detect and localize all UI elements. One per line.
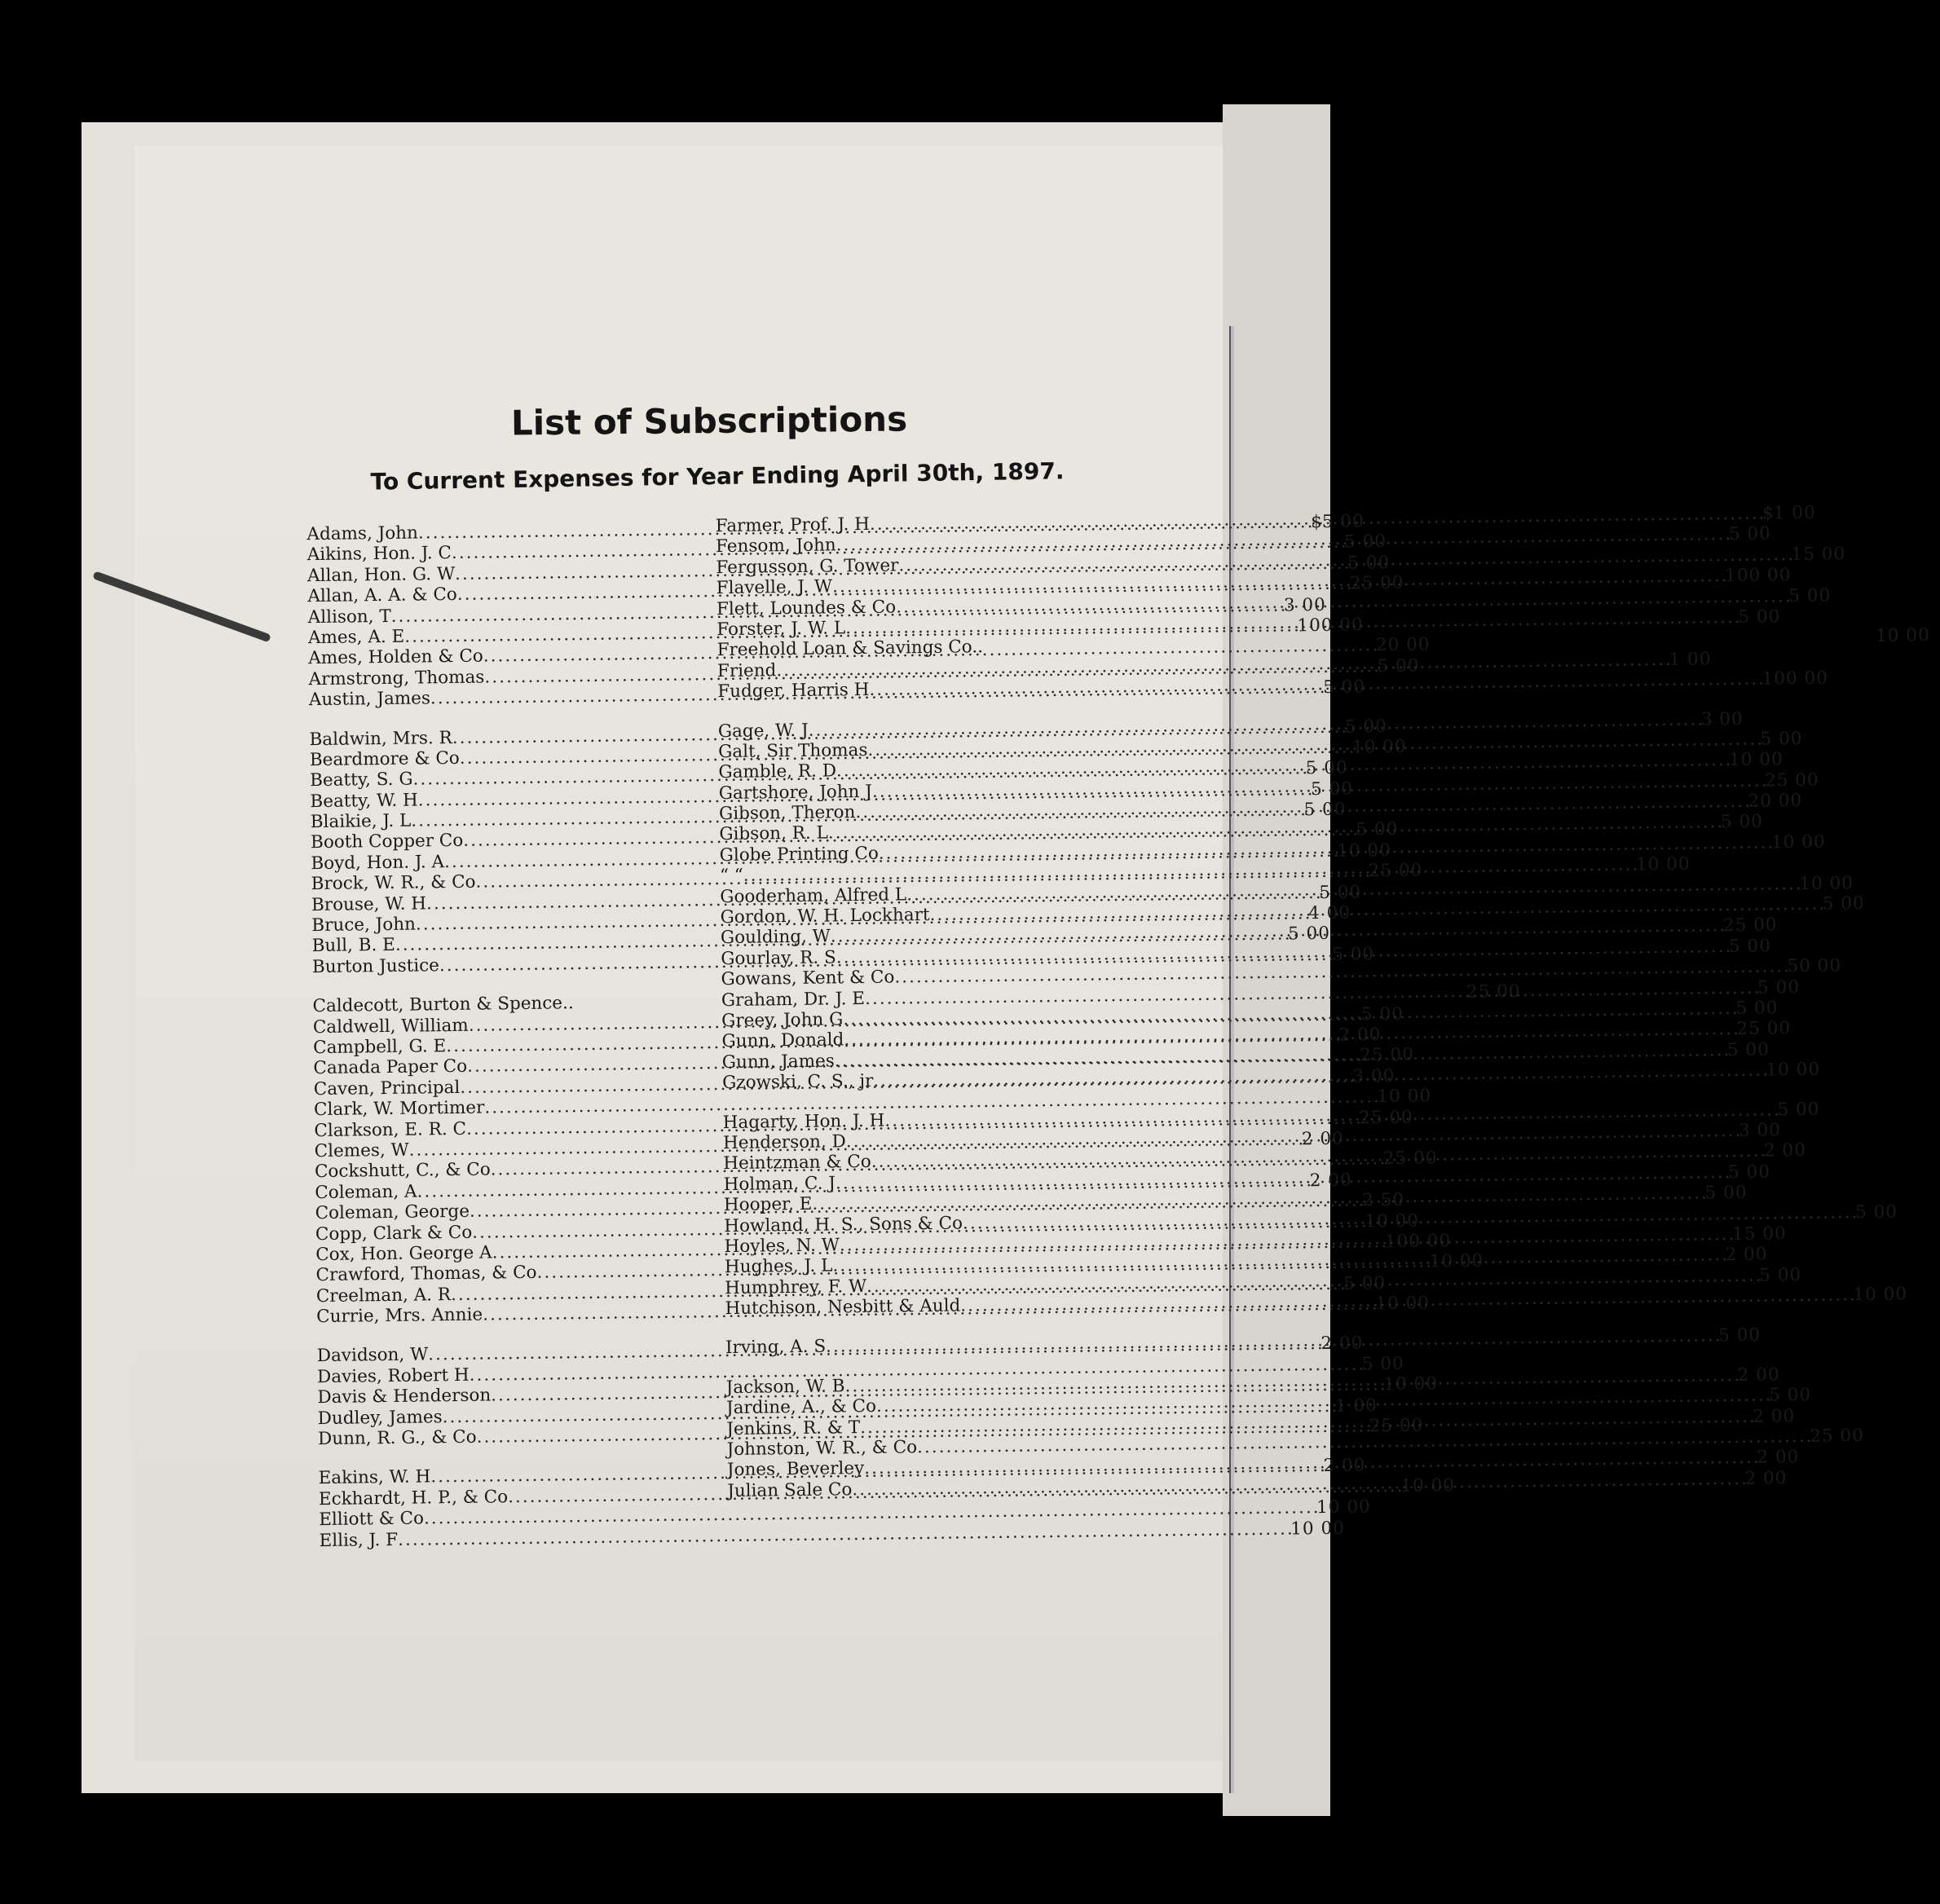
subscriber-name: Henderson, D: [722, 1131, 847, 1154]
subscriber-name: Allan, Hon. G. W: [306, 563, 456, 586]
subscription-amount: 1 00: [1334, 1395, 1378, 1417]
subscriber-name: Caldwell, William: [312, 1015, 469, 1038]
subscription-amount: 5 00: [1728, 523, 1771, 545]
subscription-amount: 10 00: [1375, 1293, 1431, 1315]
subscription-amount: 5 00: [1361, 1353, 1404, 1375]
subscriber-name: Jones, Beverley: [726, 1458, 865, 1481]
subscriber-name: Austin, James: [308, 688, 431, 711]
subscriber-name: Heintzman & Co: [723, 1152, 871, 1175]
subscription-amount: 10 00: [1729, 749, 1783, 771]
subscription-amount: 100 00: [1297, 615, 1364, 637]
subscriber-name: Irving, A. S: [725, 1337, 827, 1359]
subscriber-name: Cox, Hon. George A: [315, 1242, 492, 1265]
subscription-amount: 10 00: [1635, 853, 1691, 875]
subscriber-name: Beatty, S. G: [310, 769, 413, 791]
subscriber-name: Howland, H. S., Sons & Co: [724, 1213, 963, 1236]
subscription-amount: 25 00: [1349, 572, 1404, 594]
subscription-amount: 100 00: [1725, 565, 1792, 587]
subscriber-name: Crawford, Thomas, & Co: [315, 1263, 537, 1286]
subscriber-name: Allison, T: [307, 606, 391, 628]
subscriber-name: Currie, Mrs. Annie: [316, 1304, 483, 1328]
subscription-amount: 10 00: [1383, 1373, 1439, 1395]
subscription-amount: 10 00: [1799, 872, 1854, 894]
subscription-amount: 2 00: [1757, 1447, 1800, 1469]
subscription-amount: 5 00: [1343, 531, 1387, 553]
subscriber-name: Hooper, E: [723, 1193, 813, 1216]
subscriber-name: “ “: [719, 866, 744, 887]
subscriber-name: Caven, Principal: [313, 1077, 461, 1100]
subscriber-name: Beardmore & Co: [309, 747, 460, 771]
subscriber-name: Hoyles, N. W: [724, 1235, 840, 1257]
subscription-amount: 5 00: [1727, 1161, 1771, 1183]
subscription-amount: 25 00: [1736, 1018, 1792, 1040]
subscription-amount: 10 00: [1290, 1518, 1346, 1540]
subscription-amount: 5 00: [1377, 655, 1420, 677]
subscriber-name: Gordon, W. H. Lockhart: [720, 905, 930, 928]
subscriber-name: Gibson, R. L: [719, 822, 829, 845]
subscriber-name: Gartshore, John J: [718, 781, 873, 804]
subscriber-name: Campbell, G. E: [313, 1036, 447, 1059]
subscriber-name: Brouse, W. H: [311, 893, 427, 915]
subscriber-name: Cockshutt, C., & Co: [314, 1159, 491, 1183]
subscription-amount: 10 00: [1770, 831, 1826, 853]
subscriber-name: Farmer, Prof. J. H: [715, 513, 871, 537]
subscriber-name: Graham, Dr. J. E: [721, 988, 866, 1011]
subscription-amount: 10 00: [1429, 1250, 1484, 1272]
subscription-amount: 5 00: [1356, 819, 1399, 840]
subscriber-name: Gowans, Kent & Co: [721, 967, 895, 990]
subscriber-name: Aikins, Hon. J. C: [306, 543, 452, 566]
subscriber-name: Flavelle, J. W: [716, 576, 833, 599]
subscriber-name: Clark, W. Mortimer: [313, 1097, 485, 1121]
subscription-amount: 5 00: [1718, 1325, 1761, 1346]
currency-symbol: $: [1310, 511, 1322, 533]
subscription-amount: 15 00: [1791, 544, 1846, 565]
subscription-amount: 5 00: [1343, 1272, 1387, 1294]
subscriber-name: Davis & Henderson: [317, 1385, 492, 1408]
subscription-amount: 5 00: [1738, 606, 1781, 628]
subscriber-name: Hughes, J. L: [724, 1255, 833, 1278]
subscriber-name: Armstrong, Thomas: [308, 667, 485, 690]
subscription-amount: 2 50: [1361, 1189, 1405, 1211]
subscription-amount: 5 00: [1305, 757, 1348, 779]
subscriber-name: Hutchison, Nesbitt & Auld: [725, 1295, 961, 1320]
subscription-amount: 10 00: [1766, 1059, 1821, 1081]
subscriber-name: Ames, Holden & Co: [308, 646, 483, 669]
subscription-amount: 5 00: [1344, 716, 1387, 738]
subscription-amount: 5 00: [1331, 944, 1375, 965]
subscription-amount: 5 00: [1855, 1201, 1898, 1223]
subscriber-name: Gage, W. J: [717, 720, 809, 742]
subscriber-name: Fergusson, G. Tower: [716, 555, 899, 578]
subscription-amount: 25 00: [1466, 981, 1521, 1003]
subscriber-name: Boyd, Hon. J. A: [311, 851, 445, 874]
subscriber-name: Dudley, James: [317, 1406, 443, 1429]
subscriber-name: Jackson, W. B: [725, 1376, 845, 1398]
subscription-amount: 5 00: [1822, 893, 1865, 915]
subscription-amount: 25 00: [1810, 1426, 1864, 1447]
subscriber-name: Freehold Loan & Savings Co..: [716, 637, 984, 661]
subscription-amount: 10 00: [1365, 1210, 1420, 1232]
subscription-amount: 5 00: [1757, 976, 1801, 998]
subscriber-name: Blaikie, J. L: [310, 810, 412, 833]
subscriber-name: Globe Printing Co: [719, 843, 879, 866]
subscriber-name: Galt, Sir Thomas: [718, 739, 868, 763]
subscription-amount: 10 00: [1351, 736, 1407, 758]
subscriber-name: Forster, J. W. L: [716, 618, 846, 641]
subscriber-name: Flett, Loundes & Co: [716, 597, 897, 619]
subscription-amount: 10 00: [1337, 840, 1391, 862]
document-subtitle: To Current Expenses for Year Ending April 30th, 1897.: [370, 457, 1065, 496]
subscriber-name: Fensom, John: [715, 535, 836, 558]
subscription-amount: 25 00: [1764, 769, 1819, 791]
subscription-amount: 2 00: [1321, 1333, 1364, 1355]
subscriber-name: Davies, Robert H: [316, 1364, 470, 1387]
subscriber-name: Hagarty, Hon. J. H: [722, 1110, 885, 1133]
subscription-amount: 25 00: [1360, 1044, 1415, 1066]
subscriber-name: Creelman, A. R: [315, 1284, 452, 1307]
subscription-amount: 100 00: [1384, 1230, 1452, 1252]
subscriber-name: Ames, A. E: [307, 626, 405, 649]
subscriber-name: Gourlay, R. S: [721, 947, 836, 969]
subscriber-name: Goulding, W: [720, 926, 831, 949]
subscription-amount: 3 00: [1700, 708, 1744, 729]
subscription-amount: 5 00: [1321, 511, 1365, 532]
subscriber-name: Brock, W. R., & Co: [311, 871, 476, 895]
subscription-amount: 3 00: [1283, 594, 1326, 616]
subscription-amount: 10 00: [1400, 1474, 1456, 1496]
subscriber-name: Clarkson, E. R. C: [314, 1118, 467, 1141]
subscriber-name: Jardine, A., & Co: [725, 1396, 877, 1419]
subscriber-name: Coleman, George: [315, 1201, 470, 1224]
subscriber-name: Julian Sale Co: [727, 1479, 853, 1501]
subscriber-name: Baldwin, Mrs. R: [309, 727, 452, 750]
subscription-amount: 2 00: [1744, 1467, 1788, 1489]
currency-symbol: $: [1761, 503, 1774, 524]
subscription-amount: 1 00: [1773, 502, 1816, 524]
subscriber-name: Holman, C. J: [723, 1173, 836, 1195]
subscriber-name: Canada Paper Co: [313, 1056, 468, 1079]
subscriber-name: Eakins, W. H: [318, 1466, 431, 1489]
subscription-amount: 2 00: [1323, 1455, 1366, 1477]
subscriber-name: Greey, John G: [721, 1009, 844, 1032]
subscriber-name: Jenkins, R. & T: [726, 1417, 861, 1439]
subscriber-name: Copp, Clark & Co: [315, 1222, 473, 1245]
subscriber-name: Coleman, A: [315, 1181, 417, 1203]
subscriber-name: Gunn, James: [721, 1051, 835, 1073]
subscriber-name: Friend: [716, 659, 777, 681]
subscription-amount: 1 00: [1669, 648, 1712, 670]
subscriber-name: Adams, John: [306, 522, 419, 545]
subscription-amount: 5 00: [1303, 799, 1347, 821]
subscription-amount: 5 00: [1347, 552, 1391, 574]
subscription-amount: 5 00: [1788, 585, 1832, 606]
subscription-amount: 25 00: [1368, 860, 1423, 882]
subscriber-name: Davidson, W: [316, 1344, 429, 1367]
subscription-amount: 2 00: [1753, 1405, 1796, 1427]
subscriber-name: Caldecott, Burton & Spence..: [312, 993, 574, 1017]
subscriber-name: Gunn, Donald: [721, 1029, 844, 1052]
subscription-amount: 5 00: [1360, 1003, 1404, 1025]
subscription-amount: 2 00: [1301, 1128, 1344, 1150]
subscription-amount: 25 00: [1359, 1107, 1413, 1128]
subscriber-name: Booth Copper Co: [310, 831, 464, 853]
subscriber-name: Humphrey, F. W: [725, 1276, 867, 1298]
subscription-amount: 10 00: [1875, 625, 1930, 647]
subscription-amount: 25 00: [1382, 1148, 1438, 1170]
subscriber-name: Elliott & Co: [319, 1508, 425, 1531]
subscription-amount: 100 00: [1761, 668, 1829, 690]
subscription-amount: 5 00: [1728, 936, 1771, 957]
subscriber-name: Gamble, R. D: [718, 760, 837, 783]
document-title: List of Subscriptions: [510, 399, 908, 443]
subscriber-name: Dunn, R. G., & Co: [317, 1426, 477, 1450]
subscription-amount: 10 00: [1316, 1496, 1371, 1518]
subscriber-name: Bruce, John: [311, 914, 417, 937]
subscription-amount: 10 00: [1853, 1284, 1908, 1306]
subscription-amount: 5 00: [1323, 677, 1366, 699]
subscriber-name: Gibson, Theron: [718, 802, 856, 825]
subscriber-name: Fudger, Harris H: [717, 679, 870, 703]
subscriber-name: Bull, B. E: [311, 935, 396, 957]
subscription-amount: 5 00: [1759, 1264, 1802, 1286]
subscription-amount: 50 00: [1787, 955, 1842, 977]
subscriber-name: Eckhardt, H. P., & Co: [318, 1487, 509, 1510]
subscriber-name: Johnston, W. R., & Co: [726, 1437, 918, 1461]
subscription-amount: 2 00: [1737, 1364, 1780, 1386]
subscription-amount: 3 00: [1352, 1065, 1395, 1087]
subscription-amount: 25 00: [1369, 1415, 1424, 1437]
subscription-amount: 25 00: [1722, 915, 1778, 937]
subscription-amount: 4 00: [1307, 902, 1351, 924]
subscription-amount: 5 00: [1720, 811, 1764, 833]
subscription-amount: 2 00: [1725, 1244, 1768, 1266]
subscription-amount: 20 00: [1748, 790, 1803, 812]
subscriber-name: Beatty, W. H: [310, 790, 418, 812]
subscriber-name: Gzowski, C. S., jr: [721, 1071, 874, 1094]
subscription-amount: 5 00: [1735, 998, 1779, 1019]
subscription-amount: 10 00: [1377, 1086, 1432, 1108]
subscription-amount: 5 00: [1769, 1385, 1812, 1406]
subscriber-name: Allan, A. A. & Co: [307, 584, 457, 607]
subscription-amount: 2 00: [1309, 1170, 1352, 1191]
subscription-amount: 20 00: [1375, 634, 1431, 656]
subscription-amount: 5 00: [1704, 1182, 1748, 1204]
subscription-amount: 5 00: [1726, 1039, 1770, 1060]
subscriber-name: Ellis, J. F: [319, 1529, 399, 1551]
subscriber-name: Clemes, W: [314, 1139, 409, 1162]
subscription-amount: 5 00: [1319, 882, 1362, 903]
subscriber-name: Gooderham, Alfred L: [720, 884, 907, 907]
subscription-amount: 2 00: [1338, 1025, 1382, 1046]
subscription-amount: 5 00: [1310, 778, 1354, 800]
subscriber-name: Burton Justice: [311, 955, 440, 977]
subscription-amount: 2 00: [1763, 1140, 1806, 1161]
subscription-amount: 3 00: [1738, 1120, 1782, 1141]
subscription-amount: 5 00: [1760, 728, 1803, 750]
subscription-amount: 15 00: [1731, 1223, 1787, 1245]
subscription-amount: 5 00: [1287, 923, 1331, 945]
subscription-amount: 5 00: [1777, 1099, 1820, 1120]
